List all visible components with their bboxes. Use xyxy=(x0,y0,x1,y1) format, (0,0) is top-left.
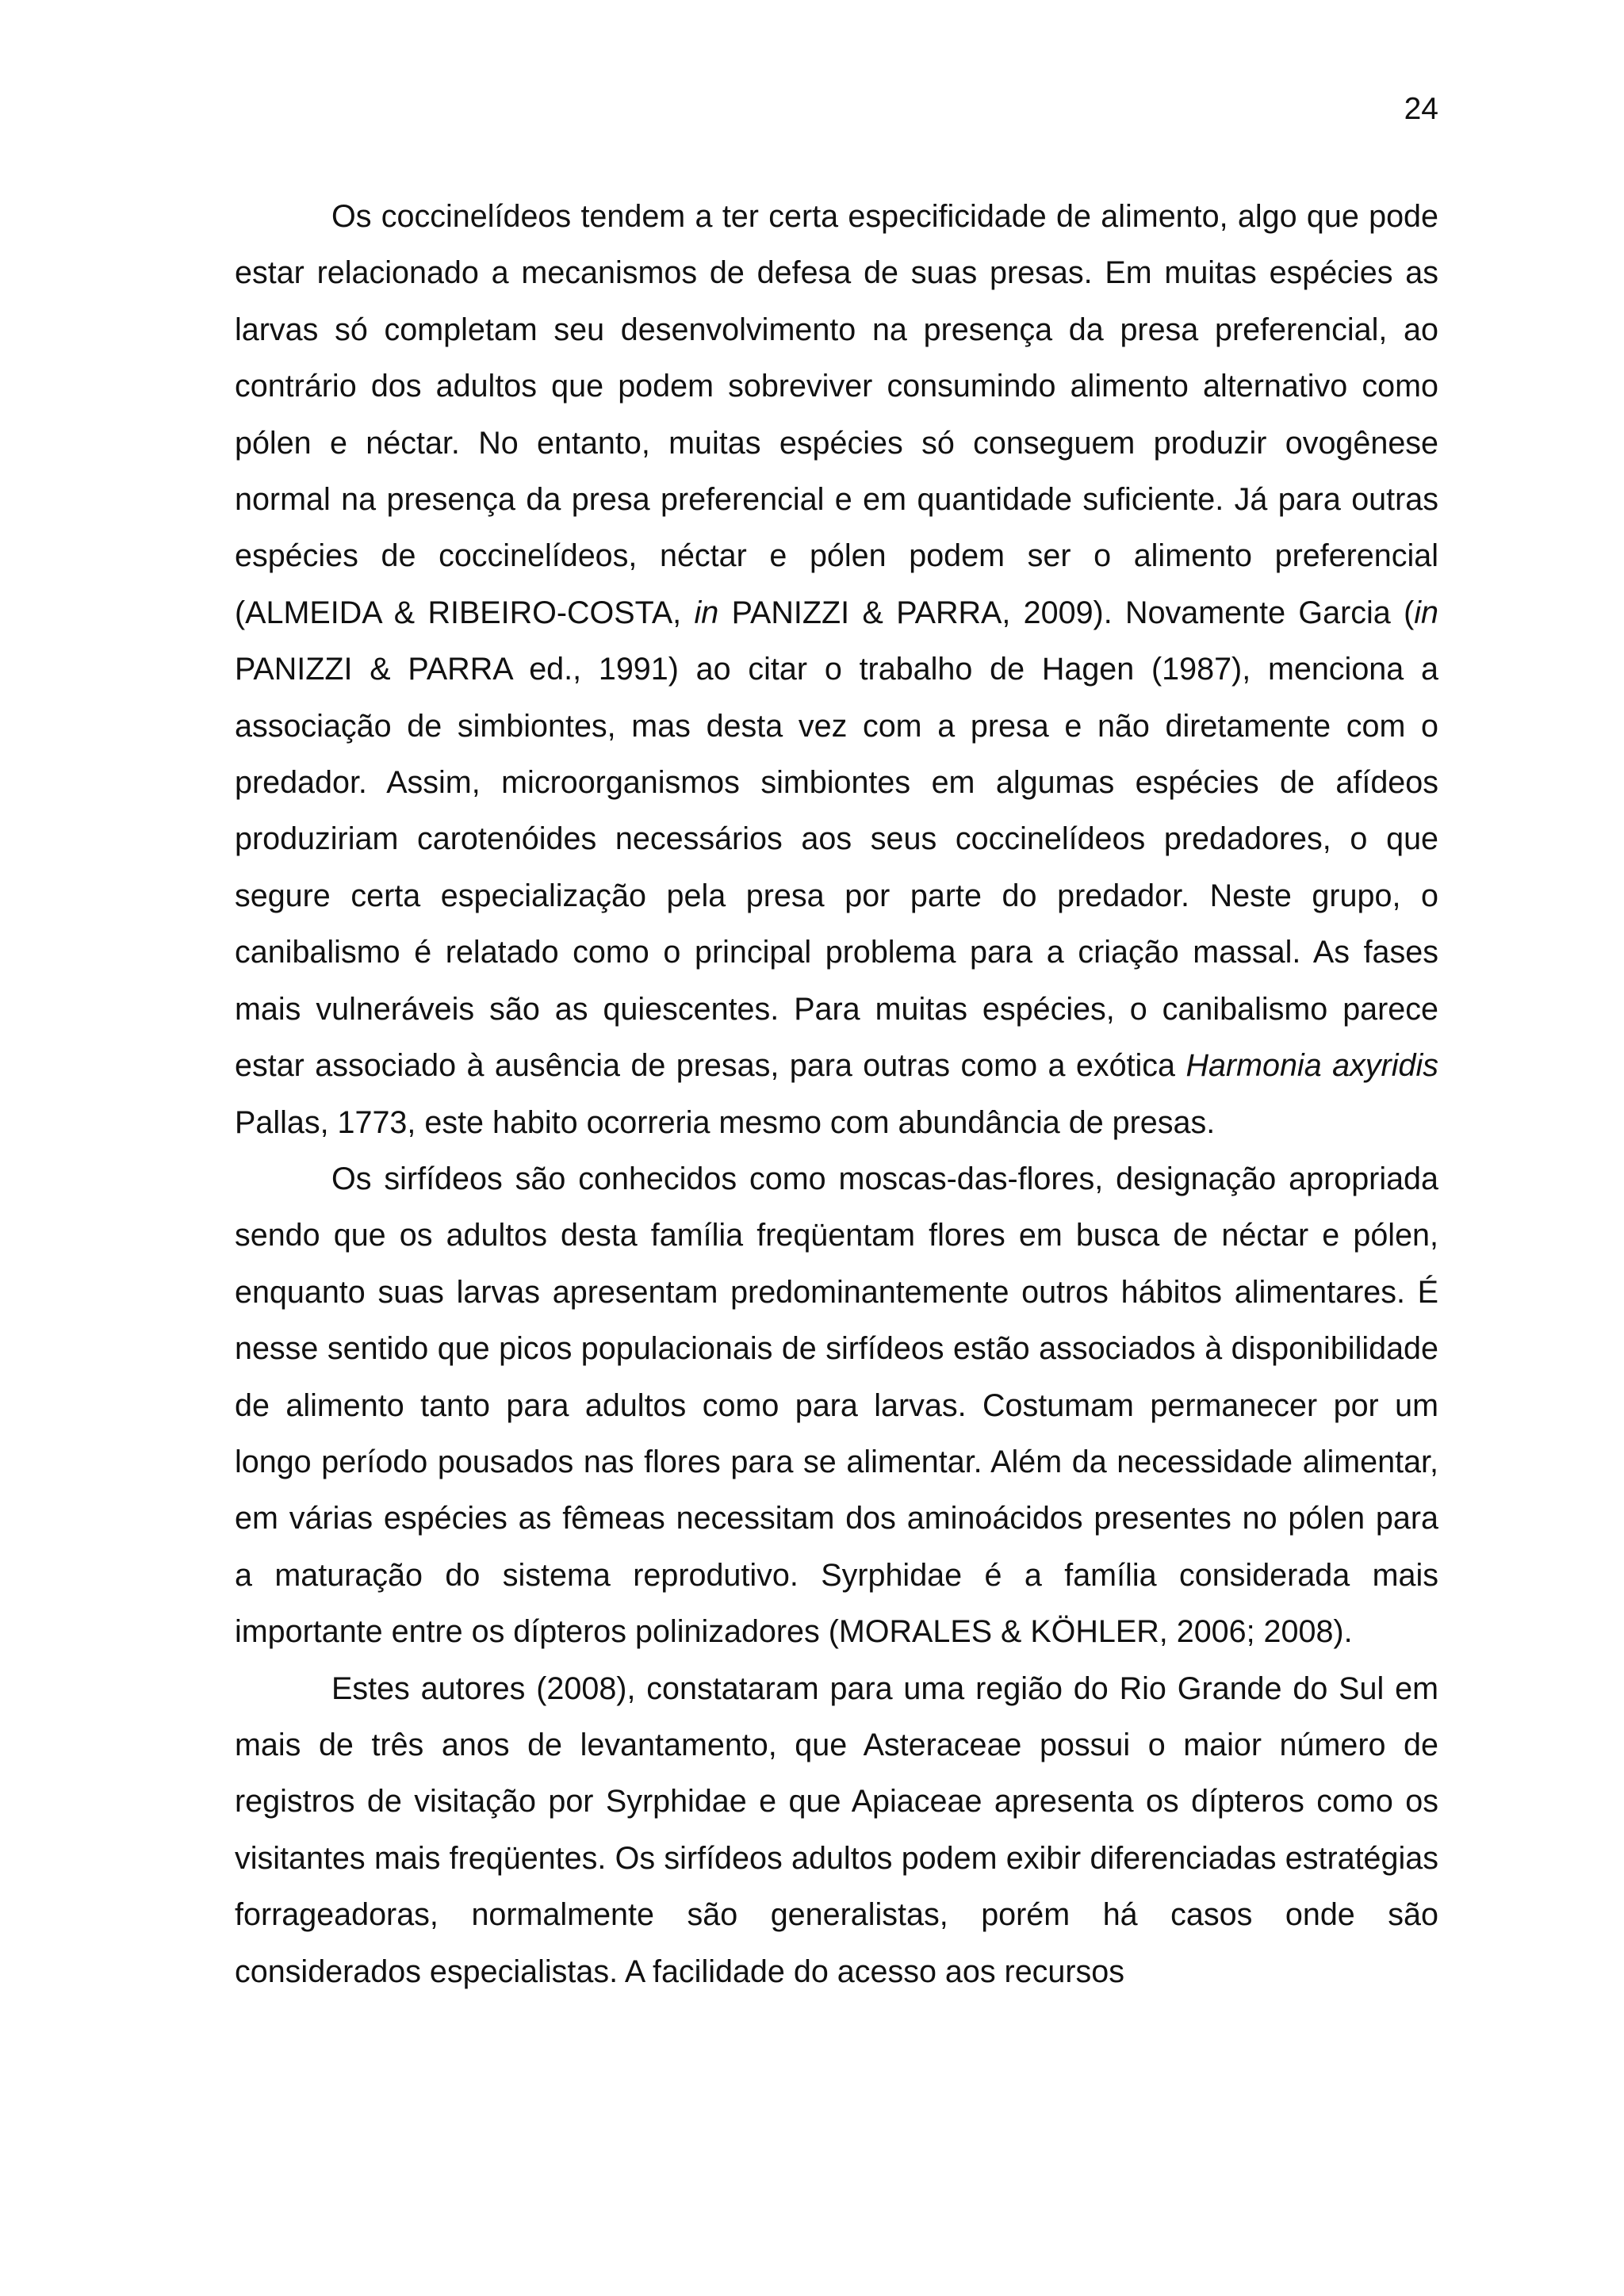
text-segment: Pallas, 1773, este habito ocorreria mesmo com abundância de presas. xyxy=(235,1104,1216,1140)
paragraph-coccinelideos xyxy=(235,189,1438,1151)
text-segment: PANIZZI & PARRA, 2009). Novamente Garcia ( xyxy=(718,595,1415,630)
species-name: Harmonia axyridis xyxy=(1185,1048,1438,1084)
text-segment: Estes autores (2008), constataram para uma região do Rio Grande do Sul em mais de três anos de levantamento, que Asteraceae possui o maior número de registros de visitação por Syrphidae e que Apiaceae apresenta os dípteros como os visitantes mais freqüentes. Os sirfídeos adultos podem exibir diferenciadas estratégias forrageadoras, normalmente são generalistas, porém há casos onde são considerados especialistas. A facilidade do acesso aos recursos xyxy=(235,1670,1438,1989)
text-segment: Os coccinelídeos tendem a ter certa especificidade de alimento, algo que pode estar relacionado a mecanismos de defesa de suas presas. Em muitas espécies as larvas só completam seu desenvolvimento na presença da presa preferencial, ao contrário dos adultos que podem sobreviver consumindo alimento alternativo como pólen e néctar. No entanto, muitas espécies só conseguem produzir ovogênese normal na presença da presa preferencial e em quantidade suficiente. Já para outras espécies de coccinelídeos, néctar e pólen podem ser o alimento preferencial (ALMEIDA & RIBEIRO-COSTA, xyxy=(235,199,1438,630)
text-segment: Os sirfídeos são conhecidos como moscas-das-flores, designação apropriada sendo que os adultos desta família freqüentam flores em busca de néctar e pólen, enquanto suas larvas apresentam predominantemente outros hábitos alimentares. É nesse sentido que picos populacionais de sirfídeos estão associados à disponibilidade de alimento tanto para adultos como para larvas. Costumam permanecer por um longo período pousados nas flores para se alimentar. Além da necessidade alimentar, em várias espécies as fêmeas necessitam dos aminoácidos presentes no pólen para a maturação do sistema reprodutivo. Syrphidae é a família considerada mais importante entre os dípteros polinizadores (MORALES & KÖHLER, 2006; 2008). xyxy=(235,1161,1438,1650)
italic-in: in xyxy=(694,595,719,630)
body-text xyxy=(235,189,1438,2000)
paragraph-sirfideos xyxy=(235,1151,1438,1661)
page-number: 24 xyxy=(1404,92,1438,126)
text-segment: PANIZZI & PARRA ed., 1991) ao citar o trabalho de Hagen (1987), menciona a associação de simbiontes, mas desta vez com a presa e não diretamente com o predador. Assim, microorganismos simbiontes em algumas espécies de afídeos produziriam carotenóides necessários aos seus coccinelídeos predadores, o que segure certa especialização pela presa por parte do predador. Neste grupo, o canibalismo é relatado como o principal problema para a criação massal. As fases mais vulneráveis são as quiescentes. Para muitas espécies, o canibalismo parece estar associado à ausência de presas, para outras como a exótica xyxy=(235,652,1438,1084)
paragraph-estes-autores xyxy=(235,1661,1438,2000)
italic-in: in xyxy=(1414,595,1439,630)
